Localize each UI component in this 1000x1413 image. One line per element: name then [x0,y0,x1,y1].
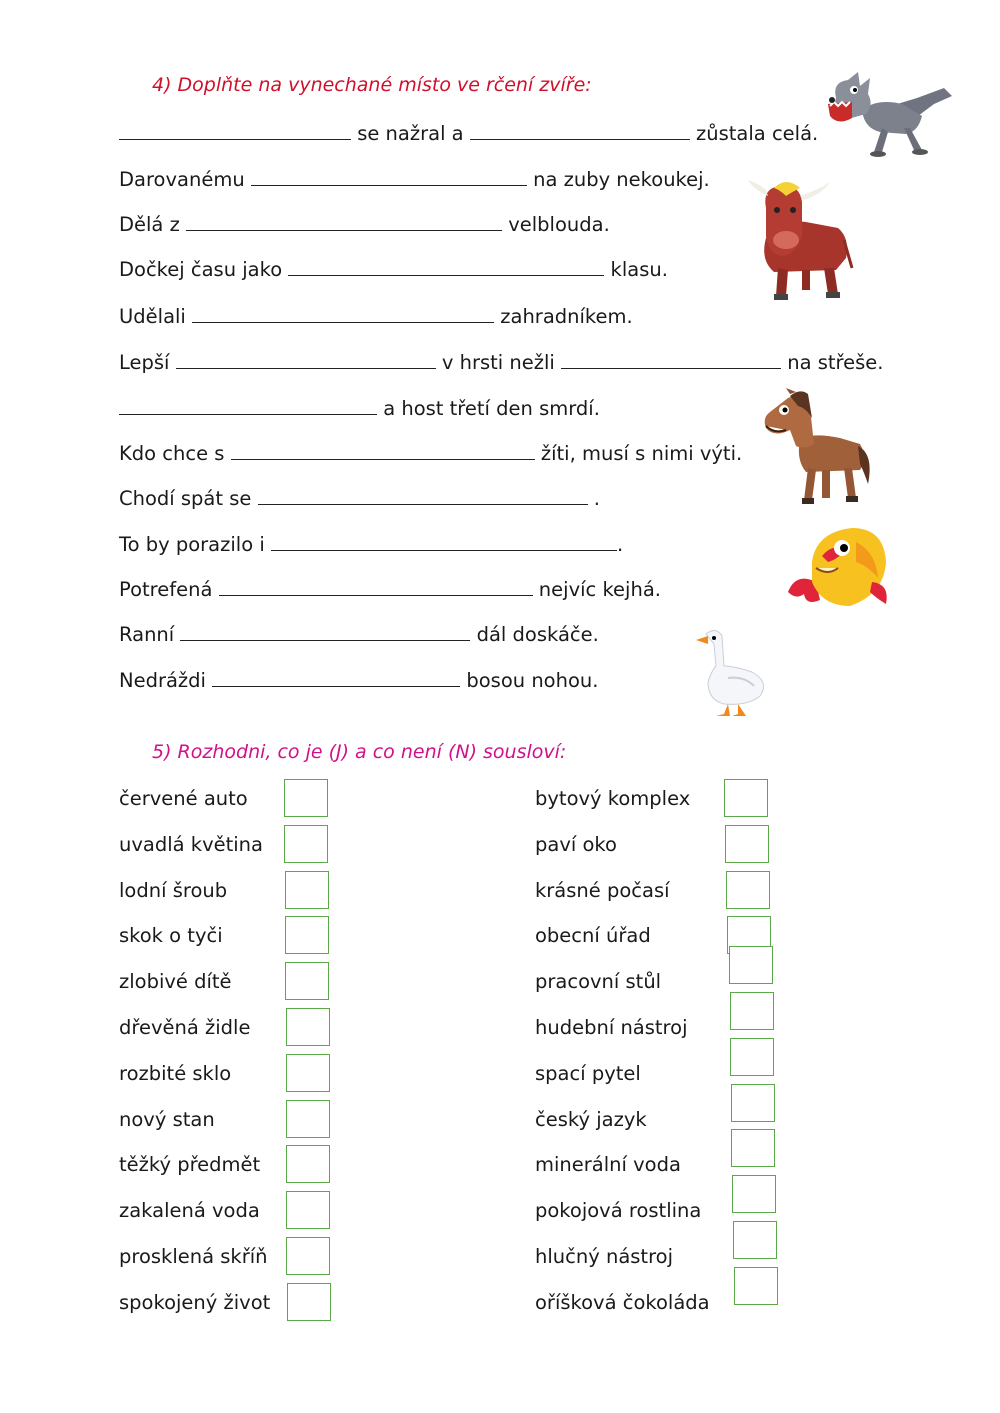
answer-box[interactable] [285,916,329,954]
sentence-text: Ranní [119,623,181,646]
sentence-text: Potrefená [119,578,219,601]
phrase-item: spací pytel [535,1061,641,1085]
phrase-item: oříšková čokoláda [535,1290,710,1314]
answer-box[interactable] [285,871,329,909]
answer-box[interactable] [731,1084,775,1122]
sentence-text: Dočkej času jako [119,258,289,281]
fill-in-sentence [119,350,884,375]
answer-box[interactable] [730,992,774,1030]
sentence-text: To by porazilo i [119,533,271,556]
answer-box[interactable] [730,1038,774,1076]
answer-box[interactable] [285,962,329,1000]
fill-in-sentence [119,257,668,282]
answer-blank[interactable] [561,350,781,369]
answer-box[interactable] [287,1283,331,1321]
answer-box[interactable] [734,1267,778,1305]
fill-in-sentence [119,396,600,421]
answer-blank[interactable] [470,121,690,140]
sentence-text: Nedráždi [119,669,213,692]
phrase-item: paví oko [535,832,617,856]
answer-box[interactable] [286,1008,330,1046]
sentence-text: Lepší [119,351,176,374]
fill-in-sentence [119,304,633,329]
sentence-text: Dělá z [119,213,187,236]
phrase-item: skok o tyči [119,924,223,948]
answer-blank[interactable] [186,212,502,231]
answer-box[interactable] [286,1237,330,1275]
phrase-item: prosklená skříň [119,1245,268,1268]
sentence-text: . [587,487,600,510]
answer-box[interactable] [724,779,768,817]
phrase-item: minerální voda [535,1153,681,1177]
sentence-text: žíti, musí s nimi výti. [534,442,743,465]
sentence-text: . [616,533,624,556]
phrase-item: pokojová rostlina [535,1199,702,1223]
answer-box[interactable] [725,825,769,863]
phrase-item: český jazyk [535,1107,647,1131]
answer-box[interactable] [732,1175,776,1213]
answer-box[interactable] [726,871,770,909]
answer-box[interactable] [733,1221,777,1259]
sentence-text: na zuby nekoukej. [526,168,710,191]
fill-in-sentence [119,668,598,693]
sentence-text: Udělali [119,305,193,328]
answer-blank[interactable] [251,167,527,186]
wolf-icon [822,68,954,160]
answer-box[interactable] [284,825,328,863]
answer-blank[interactable] [288,257,604,276]
sentence-text: velblouda. [502,213,610,236]
sentence-text: v hrsti nežli [435,351,562,374]
answer-blank[interactable] [192,304,494,323]
fill-in-sentence [119,167,710,192]
sentence-text: bosou nohou. [460,669,599,692]
answer-blank[interactable] [219,577,533,596]
sentence-text: a host třetí den smrdí. [377,397,600,420]
phrase-item: lodní šroub [119,878,228,902]
fill-in-sentence [119,441,742,466]
sentence-text: zůstala celá. [689,122,819,145]
answer-blank[interactable] [212,668,460,687]
fill-in-sentence [119,622,599,647]
answer-box[interactable] [729,946,773,984]
phrase-item: spokojený život [119,1290,271,1314]
phrase-item: uvadlá květina [119,832,263,856]
sentence-text: Chodí spát se [119,487,258,510]
sentence-text: nejvíc kejhá. [532,578,661,601]
phrase-item: těžký předmět [119,1153,261,1177]
sentence-text: dál doskáče. [470,623,599,646]
horse-icon [760,388,880,508]
answer-box[interactable] [731,1129,775,1167]
phrase-item: pracovní stůl [535,970,662,994]
sentence-text: Kdo chce s [119,442,231,465]
bull-icon [746,178,856,303]
phrase-item: zlobivé dítě [119,970,232,994]
sentence-text: zahradníkem. [494,305,633,328]
answer-box[interactable] [284,779,328,817]
phrase-item: rozbité sklo [119,1061,232,1085]
fish-icon [786,522,890,610]
answer-box[interactable] [286,1145,330,1183]
answer-blank[interactable] [258,486,588,505]
phrase-item: zakalená voda [119,1199,260,1223]
fill-in-sentence [119,121,818,146]
sentence-text: se nažral a [351,122,470,145]
answer-blank[interactable] [180,622,470,641]
phrase-item: hlučný nástroj [535,1245,674,1268]
fill-in-sentence [119,486,600,511]
sentence-text: na střeše. [781,351,884,374]
answer-blank[interactable] [119,396,377,415]
answer-blank[interactable] [231,441,535,460]
sentence-text: Darovanému [119,168,251,191]
sentence-text: klasu. [604,258,668,281]
answer-box[interactable] [286,1100,330,1138]
phrase-item: dřevěná židle [119,1016,251,1039]
phrase-item: krásné počasí [535,878,670,902]
answer-blank[interactable] [271,532,617,551]
fill-in-sentence [119,532,623,557]
phrase-item: bytový komplex [535,787,691,810]
answer-box[interactable] [286,1191,330,1229]
section5-heading: 5) Rozhodni, co je (J) a co není (N) sousloví: [152,741,567,763]
fill-in-sentence [119,212,610,237]
fill-in-sentence [119,577,661,602]
phrase-item: nový stan [119,1107,215,1131]
answer-box[interactable] [286,1054,330,1092]
section4-heading: 4) Doplňte na vynechané místo ve rčení zvíře: [152,74,592,96]
phrase-item: hudební nástroj [535,1016,688,1039]
answer-blank[interactable] [176,350,436,369]
goose-icon [694,626,770,718]
phrase-item: červené auto [119,787,248,810]
phrase-item: obecní úřad [535,924,651,948]
answer-blank[interactable] [119,121,351,140]
